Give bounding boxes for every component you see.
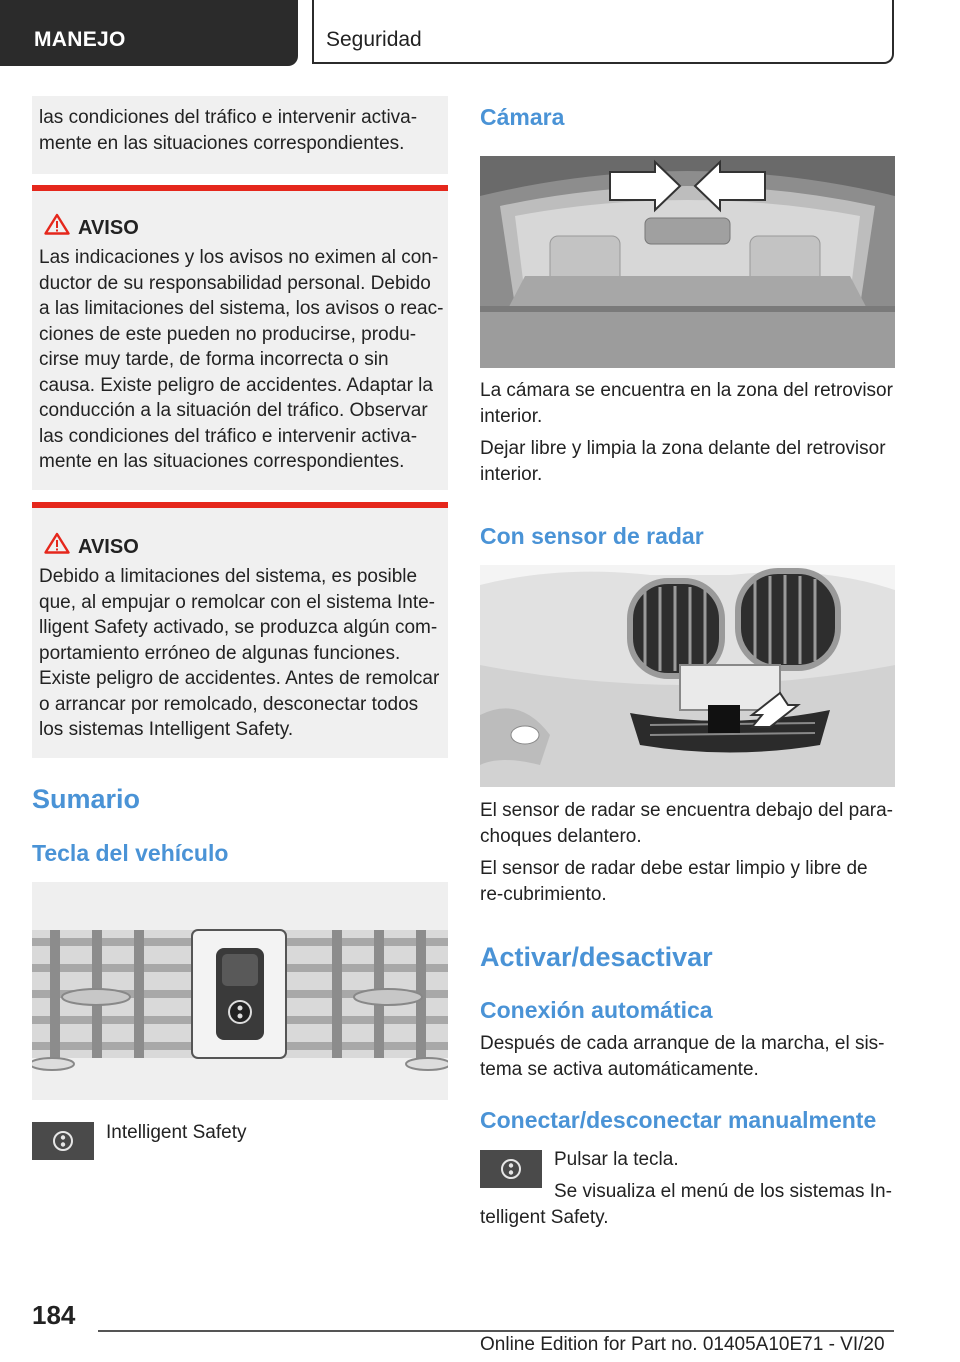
footer-rule (98, 1330, 894, 1332)
page-number: 184 (32, 1300, 76, 1330)
warning-2-text: Debido a limitaciones del sistema, es posible que, al empujar o remolcar con el sistema Inte-lligent Safety activado, se produzca algún com-portamiento erróneo de algunas funciones. Existe peligro de accidentes. Antes de remolcar o arrancar por remolcado, desconectar todos los sistemas Intelligent Safety. (39, 566, 440, 740)
radar-paragraph-2: El sensor de radar debe estar limpio y libre de re-cubrimiento. (480, 858, 868, 905)
manual-paragraph-2 (480, 1179, 895, 1230)
vehicle-button-illustration (32, 882, 448, 1100)
camara-paragraph-1: La cámara se encuentra en la zona del retrovisor interior. (480, 380, 893, 427)
heading-radar: Con sensor de radar (480, 523, 704, 549)
footer-edition: Online Edition for Part no. 01405A10E71 - VI/20 (480, 1334, 885, 1355)
warning-box-2 (32, 502, 448, 758)
heading-conectar-manual: Conectar/desconectar manualmente (480, 1107, 877, 1133)
heading-camara: Cámara (480, 104, 565, 130)
heading-conexion-automatica: Conexión automática (480, 997, 713, 1023)
warning-triangle-icon (44, 213, 70, 235)
warning-1-title: AVISO (78, 217, 139, 239)
warning-2-title: AVISO (78, 536, 139, 558)
button-caption: Intelligent Safety (106, 1122, 247, 1143)
auto-paragraph: Después de cada arranque de la marcha, el sis-tema se activa automáticamente. (480, 1033, 885, 1080)
manual-paragraph-1: Pulsar la tecla. (554, 1149, 679, 1170)
warning-triangle-icon (44, 532, 70, 554)
heading-sumario: Sumario (32, 784, 141, 814)
heading-activar: Activar/desactivar (480, 942, 713, 972)
intelligent-safety-button-icon (32, 1122, 94, 1160)
intro-text: las condiciones del tráfico e intervenir activa-mente en las situaciones correspondientes. (39, 107, 418, 154)
warning-1-text: Las indicaciones y los avisos no eximen al con-ductor de su responsabilidad personal. Debido a las limitaciones del sistema, los avisos o reac-ciones de este pueden no producirse, produ-cirse muy tarde, de forma incorrecta o sin causa. Existe peligro de accidentes. Adaptar la conducción a la situación del tráfico. Observar las condiciones del tráfico e intervenir activa-mente en las situaciones correspondientes. (39, 247, 444, 472)
manual-paragraph-2-text: Se visualiza el menú de los sistemas In-telligent Safety. (480, 1181, 892, 1228)
chapter-tab (312, 0, 894, 64)
warning-box-1 (32, 185, 448, 490)
section-title: MANEJO (34, 28, 126, 51)
section-tab (0, 0, 298, 66)
intro-box (32, 96, 448, 174)
camara-paragraph-2: Dejar libre y limpia la zona delante del retrovisor interior. (480, 438, 886, 485)
chapter-title: Seguridad (326, 28, 422, 51)
heading-tecla-vehiculo: Tecla del vehículo (32, 840, 229, 866)
camera-location-illustration (480, 156, 895, 368)
radar-paragraph-1: El sensor de radar se encuentra debajo del para-choques delantero. (480, 800, 893, 847)
radar-sensor-illustration (480, 565, 895, 787)
